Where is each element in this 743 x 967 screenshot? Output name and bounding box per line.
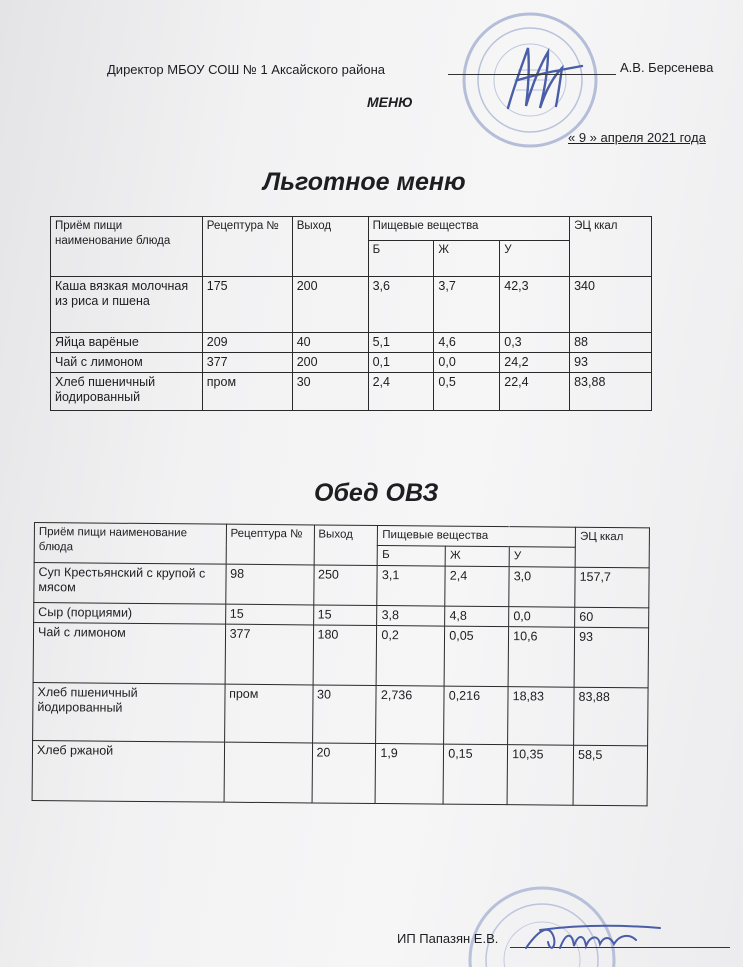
table-row — [51, 277, 652, 333]
cell-energy: 157,7 — [575, 567, 649, 608]
cell-dish: Чай с лимоном — [51, 353, 203, 373]
table-header-row — [34, 523, 649, 548]
cell-protein: 3,6 — [368, 277, 434, 333]
header-fat: Ж — [445, 546, 509, 567]
header-carbs: У — [500, 241, 570, 277]
header-meal: Приём пищи наименование блюда — [51, 217, 203, 277]
table-row — [51, 353, 652, 373]
cell-fat: 0,05 — [444, 626, 508, 687]
cell-protein: 2,736 — [376, 685, 444, 744]
cell-protein: 3,1 — [377, 565, 445, 606]
cell-protein: 3,8 — [377, 605, 445, 626]
cell-carbs: 24,2 — [500, 353, 570, 373]
cell-recipe: 15 — [225, 604, 313, 625]
cell-fat: 4,6 — [434, 333, 500, 353]
cell-dish: Хлеб пшеничный йодированный — [51, 373, 203, 411]
cell-dish: Хлеб ржаной — [32, 740, 224, 802]
cell-energy: 60 — [575, 607, 649, 628]
cell-carbs: 42,3 — [500, 277, 570, 333]
table-row — [33, 682, 648, 745]
cell-dish: Каша вязкая молочная из риса и пшена — [51, 277, 203, 333]
cell-fat: 3,7 — [434, 277, 500, 333]
cell-protein: 0,1 — [368, 353, 434, 373]
section-title-preferential: Льготное меню — [263, 168, 466, 196]
header-protein: Б — [378, 546, 446, 567]
cell-carbs: 0,3 — [500, 333, 570, 353]
header-protein: Б — [368, 241, 434, 277]
cell-recipe: 209 — [202, 333, 292, 353]
table-header-row — [51, 217, 652, 241]
cell-recipe — [224, 742, 312, 803]
section-title-lunch-ovz: Обед ОВЗ — [314, 479, 439, 507]
supplier-signature — [520, 918, 670, 958]
cell-dish: Хлеб пшеничный йодированный — [33, 682, 225, 742]
cell-output: 200 — [292, 353, 368, 373]
cell-recipe: 98 — [225, 564, 313, 605]
cell-carbs: 22,4 — [500, 373, 570, 411]
cell-recipe: пром — [224, 684, 312, 743]
director-name: А.В. Берсенева — [620, 60, 714, 75]
header-carbs: У — [509, 547, 575, 568]
cell-fat: 0,15 — [443, 744, 507, 805]
cell-fat: 0,0 — [434, 353, 500, 373]
header-recipe: Рецептура № — [202, 217, 292, 277]
cell-energy: 88 — [570, 333, 652, 353]
cell-energy: 83,88 — [570, 373, 652, 411]
header-energy: ЭЦ ккал — [570, 217, 652, 277]
cell-fat: 2,4 — [445, 566, 509, 607]
header-output: Выход — [292, 217, 368, 277]
table-row — [51, 333, 652, 353]
cell-energy: 340 — [570, 277, 652, 333]
cell-energy: 93 — [574, 627, 648, 688]
table-row — [34, 563, 649, 608]
cell-output: 30 — [292, 373, 368, 411]
cell-output: 180 — [313, 625, 377, 686]
header-energy: ЭЦ ккал — [575, 527, 649, 568]
cell-recipe: пром — [202, 373, 292, 411]
cell-carbs: 10,6 — [508, 627, 574, 688]
preferential-menu-table — [50, 216, 652, 411]
cell-dish: Суп Крестьянский с крупой с мясом — [34, 563, 226, 605]
header-fat: Ж — [434, 241, 500, 277]
cell-carbs: 3,0 — [509, 567, 575, 608]
cell-protein: 1,9 — [375, 743, 443, 804]
lunch-ovz-table — [32, 522, 650, 806]
table-row — [33, 623, 649, 688]
cell-energy: 58,5 — [573, 745, 647, 806]
cell-carbs: 10,35 — [507, 745, 573, 806]
cell-energy: 83,88 — [574, 687, 648, 746]
cell-recipe: 377 — [202, 353, 292, 373]
cell-protein: 2,4 — [368, 373, 434, 411]
cell-protein: 5,1 — [368, 333, 434, 353]
cell-output: 250 — [313, 565, 377, 606]
signature-line — [448, 74, 616, 75]
cell-recipe: 377 — [225, 624, 313, 685]
director-signature — [498, 40, 588, 115]
cell-fat: 0,5 — [434, 373, 500, 411]
cell-fat: 0,216 — [444, 686, 508, 745]
director-caption: Директор МБОУ СОШ № 1 Аксайского района — [107, 62, 386, 77]
cell-output: 15 — [313, 605, 377, 626]
header-meal: Приём пищи наименование блюда — [34, 523, 226, 565]
menu-label: МЕНЮ — [367, 94, 413, 110]
header-recipe: Рецептура № — [226, 524, 314, 565]
table-row — [32, 740, 648, 805]
cell-protein: 0,2 — [377, 625, 445, 686]
cell-dish: Чай с лимоном — [33, 623, 225, 685]
cell-fat: 4,8 — [445, 606, 509, 627]
cell-output: 30 — [312, 685, 376, 744]
cell-energy: 93 — [570, 353, 652, 373]
cell-dish: Сыр (порциями) — [34, 603, 226, 625]
header-nutrients: Пищевые вещества — [368, 217, 570, 241]
supplier-name: ИП Папазян Е.В. — [397, 931, 499, 946]
cell-recipe: 175 — [202, 277, 292, 333]
cell-output: 40 — [292, 333, 368, 353]
header-output: Выход — [314, 525, 378, 566]
table-row — [51, 373, 652, 411]
cell-output: 20 — [312, 743, 376, 804]
cell-carbs: 0,0 — [509, 607, 575, 628]
header-nutrients: Пищевые вещества — [378, 526, 576, 548]
cell-dish: Яйца варёные — [51, 333, 203, 353]
cell-carbs: 18,83 — [508, 687, 574, 746]
approval-date: « 9 » апреля 2021 года — [568, 130, 706, 145]
cell-output: 200 — [292, 277, 368, 333]
